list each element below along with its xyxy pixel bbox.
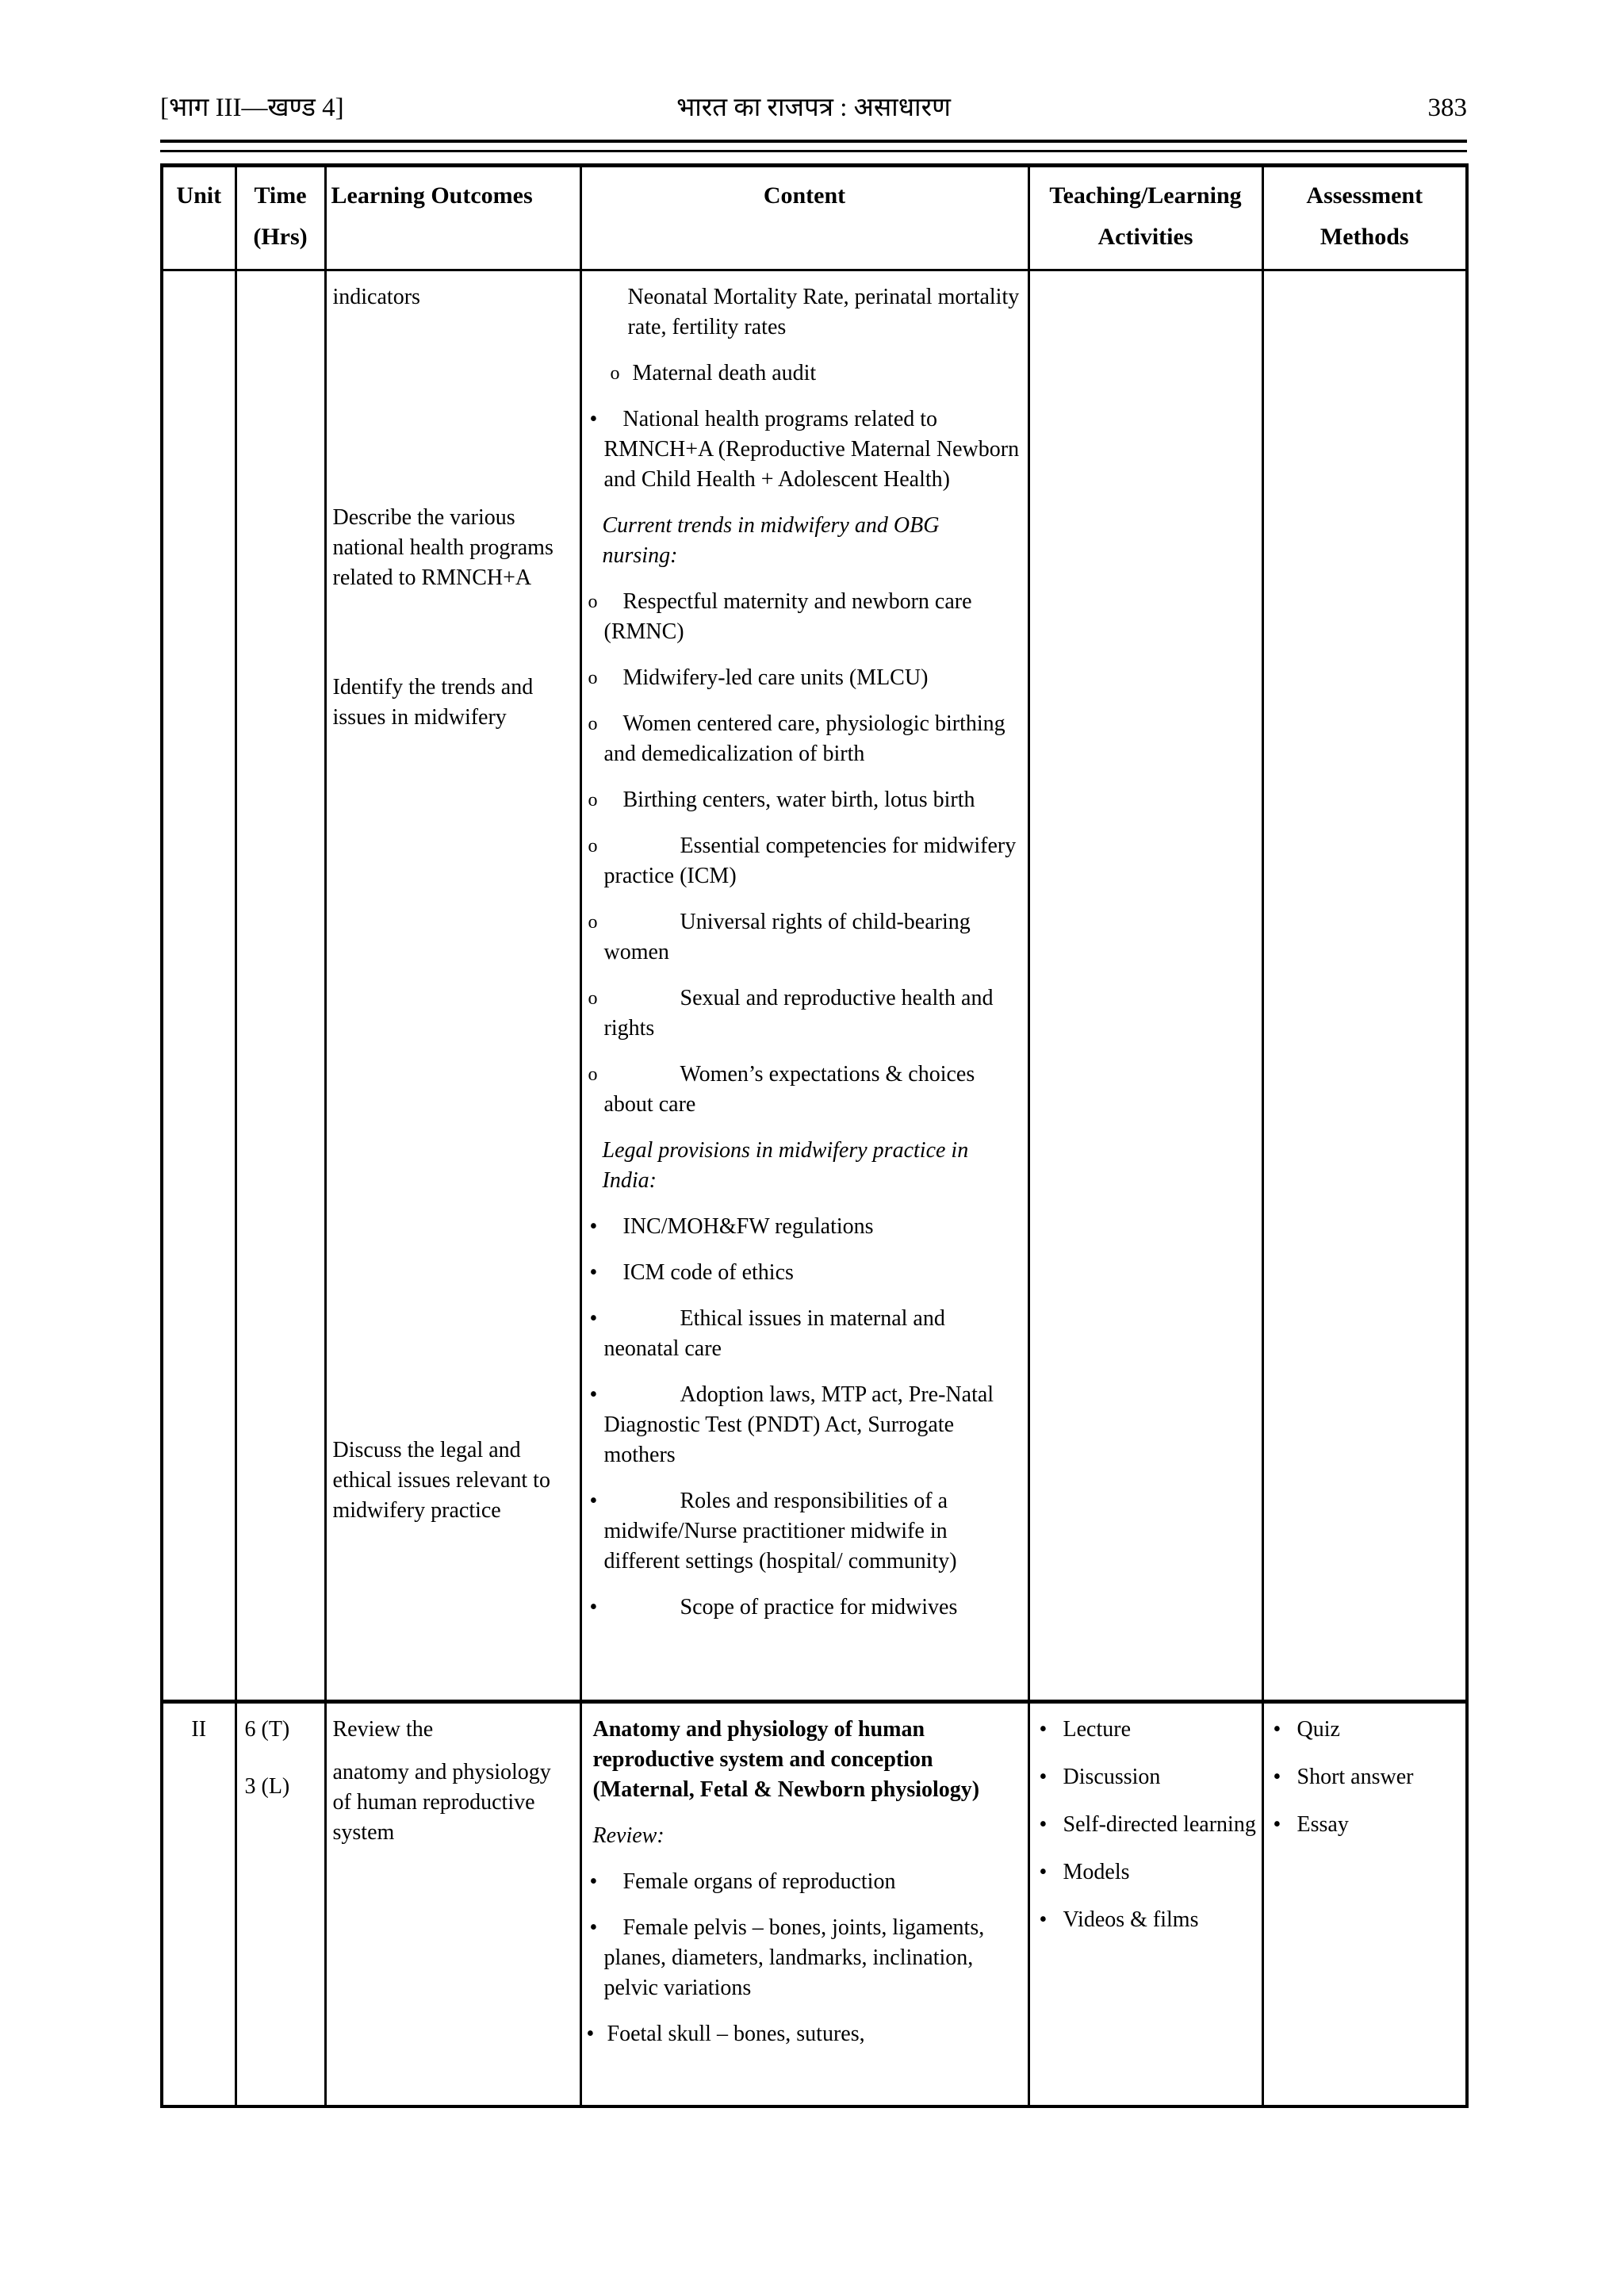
cell-teaching-activities-1 (1028, 270, 1262, 1702)
activity-item: • Discussion (1030, 1762, 1257, 1792)
cell-time-2 (236, 1702, 325, 2107)
col-header-teaching-line1: Teaching/Learning (1049, 182, 1242, 209)
cell-assessment-methods-2 (1262, 1702, 1467, 2107)
learning-outcome-item: Describe the various national health programs related to RMNCH+A (332, 505, 553, 590)
circle-bullet-icon: o (588, 836, 598, 857)
bullet-icon: • (1039, 1812, 1048, 1837)
col-header-time (236, 166, 325, 270)
activity-item: • Lecture (1030, 1715, 1257, 1745)
col-header-teaching-line2: Activities (1097, 224, 1193, 250)
content-item: • Scope of practice for midwives (582, 1593, 1020, 1623)
bullet-icon: • (589, 1869, 598, 1894)
assessment-item: • Quiz (1264, 1715, 1461, 1745)
col-header-time-line2: (Hrs) (253, 224, 308, 250)
cell-assessment-methods-1 (1262, 270, 1467, 1702)
col-header-assessment-line1: Assessment (1306, 182, 1423, 209)
circle-bullet-icon: o (588, 988, 598, 1009)
circle-bullet-icon: o (610, 363, 620, 384)
content-item: • National health programs related to RMNCH+A (Reproductive Maternal Newborn and Child Health + Adolescent Health) (582, 404, 1020, 495)
content-item: Current trends in midwifery and OBG nursing: (602, 513, 940, 568)
content-item: Legal provisions in midwifery practice in India: (602, 1138, 969, 1193)
cell-teaching-activities-2 (1028, 1702, 1262, 2107)
content-item: o Respectful maternity and newborn care (RMNC) (582, 587, 1020, 647)
table-header-row (162, 166, 1467, 270)
cell-unit-1 (162, 270, 236, 1702)
learning-outcome-item: anatomy and physiology of human reproductive system (332, 1760, 551, 1845)
col-header-assessment-line2: Methods (1320, 224, 1409, 250)
content-item: • Female pelvis – bones, joints, ligaments, planes, diameters, landmarks, inclination, pelvic variations (582, 1913, 1020, 2003)
content-item: o Women centered care, physiologic birthing and demedicalization of birth (582, 709, 1020, 769)
cell-learning-outcomes-2 (325, 1702, 580, 2107)
content-item: o Birthing centers, water birth, lotus birth (582, 785, 1020, 815)
gazette-title: भारत का राजपत्र : असाधारण (676, 94, 951, 122)
cell-content-1 (580, 270, 1028, 1702)
cell-time-1 (236, 270, 325, 1702)
circle-bullet-icon: o (588, 714, 598, 734)
learning-outcome-item: indicators (332, 285, 420, 309)
table-row-unit-1-continued (162, 270, 1467, 1702)
header-divider-rule (160, 140, 1467, 152)
bullet-icon: • (589, 1489, 598, 1513)
table-row-unit-2 (162, 1702, 1467, 2107)
page-header (160, 92, 1467, 124)
bullet-icon: • (589, 1260, 598, 1285)
content-item: • Female organs of reproduction (582, 1867, 1020, 1897)
content-item: • INC/MOH&FW regulations (582, 1212, 1020, 1242)
bullet-icon: • (589, 1382, 598, 1407)
content-item: o Essential competencies for midwifery practice (ICM) (582, 831, 1020, 891)
activity-item: • Self-directed learning (1030, 1810, 1257, 1840)
col-header-learning-outcomes: Learning Outcomes (325, 166, 580, 270)
activity-item: • Models (1030, 1857, 1257, 1888)
time-item: 3 (L) (244, 1774, 290, 1799)
time-item: 6 (T) (244, 1717, 290, 1742)
content-item: • Foetal skull – bones, sutures, (582, 2019, 1020, 2049)
learning-outcome-item: Identify the trends and issues in midwifery (332, 675, 534, 730)
bullet-icon: • (589, 1214, 598, 1239)
bullet-icon: • (589, 407, 598, 431)
assessment-item: • Short answer (1264, 1762, 1461, 1792)
learning-outcome-item: Review the (332, 1717, 434, 1742)
content-item: o Universal rights of child-bearing women (582, 907, 1020, 968)
cell-unit-2 (162, 1702, 236, 2107)
content-item: o Maternal death audit (582, 358, 1020, 389)
content-item: o Midwifery-led care units (MLCU) (582, 663, 1020, 693)
col-header-time-line1: Time (254, 182, 307, 209)
curriculum-table (160, 163, 1469, 2108)
assessment-item: • Essay (1264, 1810, 1461, 1840)
bullet-icon: • (1039, 1765, 1048, 1789)
bullet-icon: • (1039, 1717, 1048, 1742)
cell-learning-outcomes-1 (325, 270, 580, 1702)
content-item: • Adoption laws, MTP act, Pre-Natal Diagnostic Test (PNDT) Act, Surrogate mothers (582, 1380, 1020, 1470)
content-item: Neonatal Mortality Rate, perinatal mortality rate, fertility rates (627, 285, 1020, 339)
bullet-icon: • (589, 1595, 598, 1619)
bullet-icon: • (1273, 1765, 1281, 1789)
bullet-icon: • (589, 1915, 598, 1940)
content-item: Review: (592, 1823, 665, 1848)
cell-content-2 (580, 1702, 1028, 2107)
page-number: 383 (1427, 94, 1467, 122)
col-header-unit: Unit (162, 166, 236, 270)
circle-bullet-icon: o (588, 592, 598, 612)
col-header-assessment-methods (1262, 166, 1467, 270)
content-item: o Women’s expectations & choices about care (582, 1060, 1020, 1120)
bullet-icon: • (1273, 1812, 1281, 1837)
content-item: Anatomy and physiology of human reproductive system and conception (Maternal, Fetal & Newborn physiology) (592, 1717, 980, 1802)
content-item: • Roles and responsibilities of a midwife/Nurse practitioner midwife in different settings (hospital/ community) (582, 1486, 1020, 1577)
content-item: o Sexual and reproductive health and rights (582, 983, 1020, 1044)
circle-bullet-icon: o (588, 668, 598, 688)
bullet-icon: • (586, 2022, 595, 2046)
col-header-content: Content (580, 166, 1028, 270)
bullet-icon: • (1039, 1907, 1048, 1932)
content-item: • Ethical issues in maternal and neonatal care (582, 1304, 1020, 1364)
bullet-icon: • (1273, 1717, 1281, 1742)
bullet-icon: • (1039, 1860, 1048, 1884)
content-item: • ICM code of ethics (582, 1258, 1020, 1288)
circle-bullet-icon: o (588, 912, 598, 933)
bullet-icon: • (589, 1306, 598, 1331)
unit-number: II (191, 1717, 207, 1742)
activity-item: • Videos & films (1030, 1905, 1257, 1935)
header-part-section: [भाग III—खण्ड 4] (160, 94, 344, 122)
learning-outcome-item: Discuss the legal and ethical issues relevant to midwifery practice (332, 1438, 550, 1523)
circle-bullet-icon: o (588, 790, 598, 811)
col-header-teaching-activities (1028, 166, 1262, 270)
circle-bullet-icon: o (588, 1064, 598, 1085)
